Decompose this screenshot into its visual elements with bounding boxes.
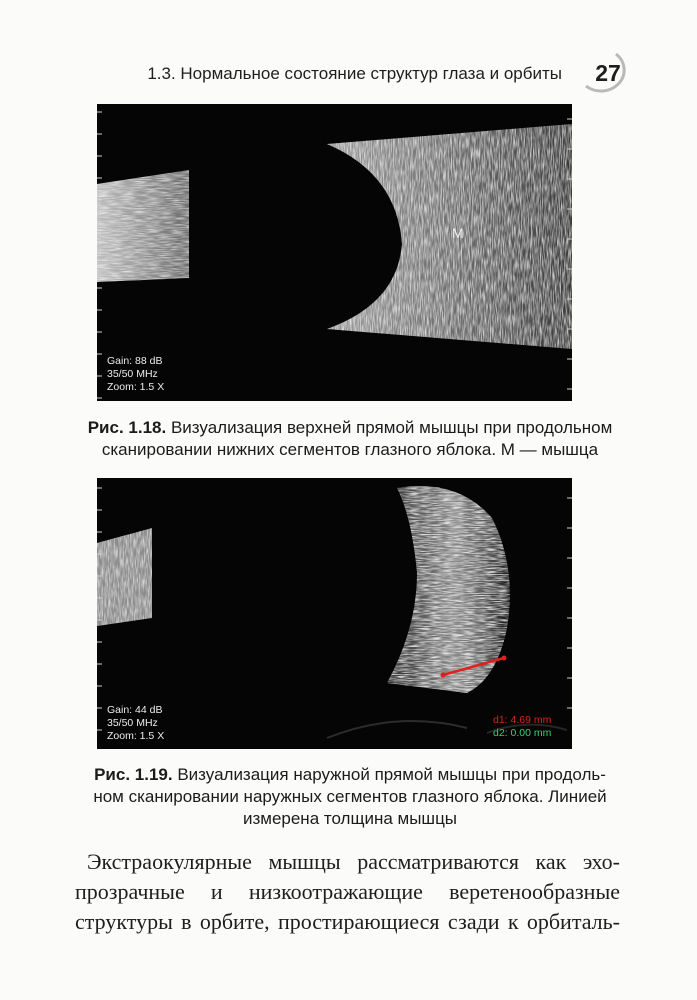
muscle-label: M (452, 225, 464, 241)
measurement-d2: d2: 0.00 mm (493, 727, 552, 739)
caption-text: Визуализация наружной прямой мышцы при продоль- (172, 765, 606, 784)
running-head: 1.3. Нормальное состояние структур глаза и орбиты (147, 64, 562, 83)
body-line: Экстраокулярные мышцы рассматриваются как эхо- (87, 849, 620, 874)
readout-gain: Gain: 88 dB (107, 355, 163, 367)
ultrasound-image-1 (97, 104, 572, 401)
body-line: прозрачные и низкоотражающие веретенообразные (75, 879, 620, 904)
readout-frequency: 35/50 MHz (107, 368, 158, 380)
ultrasound-image-2 (97, 478, 572, 749)
body-line: структуры в орбите, простирающиеся сзади к орбиталь- (75, 909, 620, 934)
caption-text: сканировании нижних сегментов глазного яблока. М — мышца (101, 440, 599, 459)
readout-gain: Gain: 44 dB (107, 704, 163, 716)
page-number-badge (576, 50, 632, 96)
page-number: 27 (595, 60, 621, 86)
caption-text: измерена толщина мышцы (242, 809, 458, 828)
readout-zoom: Zoom: 1.5 X (107, 730, 165, 742)
caption-label: Рис. 1.19. (94, 765, 173, 784)
figure-caption-1 (60, 417, 640, 461)
body-paragraph (75, 847, 620, 937)
figure-caption-2 (45, 764, 655, 830)
readout-frequency: 35/50 MHz (107, 717, 158, 729)
caption-label: Рис. 1.18. (87, 418, 167, 437)
caption-text: Визуализация верхней прямой мышцы при продольном (166, 418, 613, 437)
readout-zoom: Zoom: 1.5 X (107, 381, 165, 393)
measurement-d1: d1: 4.69 mm (493, 714, 552, 726)
caption-text: ном сканировании наружных сегментов глазного яблока. Линией (93, 787, 607, 806)
